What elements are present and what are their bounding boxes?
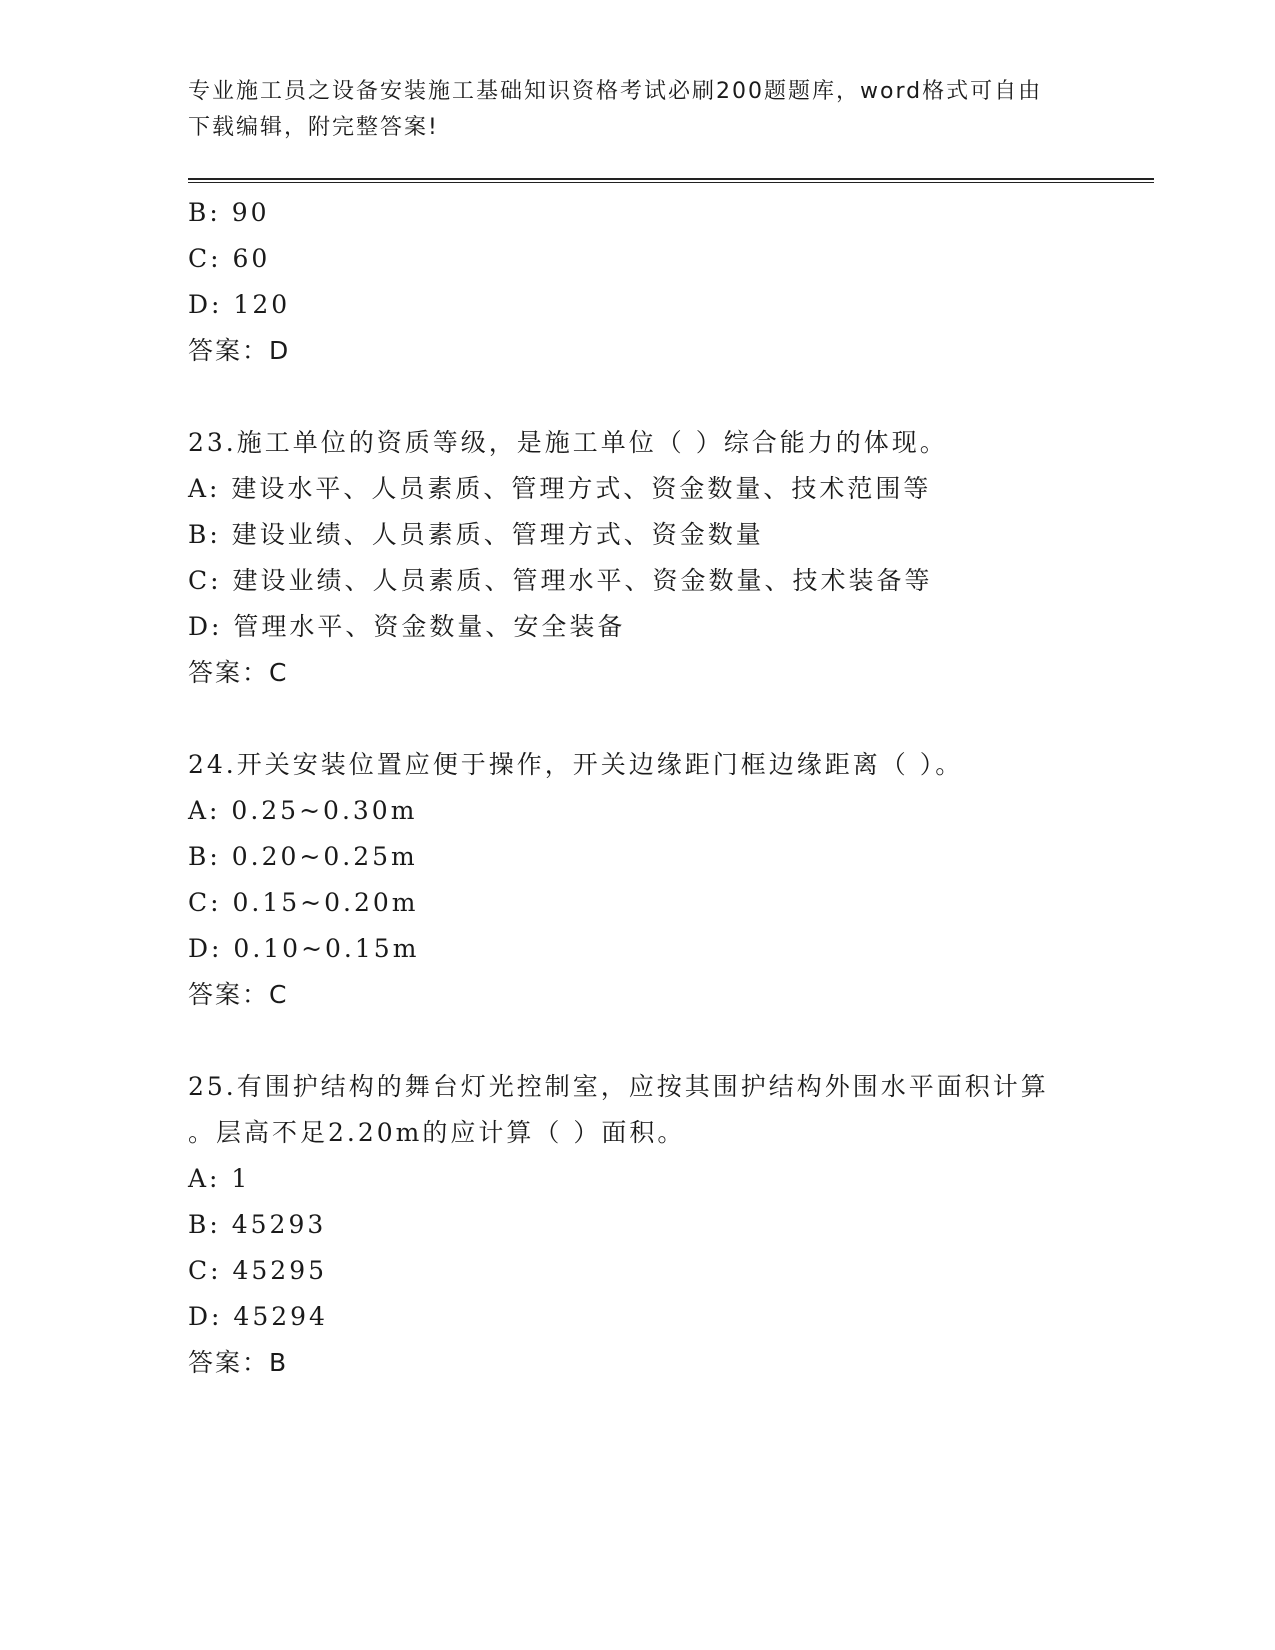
answer: 答案：C (188, 658, 289, 687)
option-d: D: 45294 (188, 1302, 328, 1331)
answer: 答案：D (188, 336, 291, 365)
option-c: C: 60 (188, 244, 271, 273)
answer: 答案：C (188, 980, 289, 1009)
option-b: B: 90 (188, 198, 270, 227)
spacer (188, 696, 1088, 742)
option-a: A: 0.25~0.30m (188, 796, 418, 825)
option-a: A: 1 (188, 1164, 251, 1193)
option-d: D: 120 (188, 290, 291, 319)
question-23 (188, 420, 1088, 696)
header-line-1: 专业施工员之设备安装施工基础知识资格考试必刷200题题库，word格式可自由 (188, 79, 1043, 104)
answer: 答案：B (188, 1348, 289, 1377)
option-b: B: 建设业绩、人员素质、管理方式、资金数量 (188, 520, 764, 549)
spacer (188, 1018, 1088, 1064)
document-body (188, 190, 1088, 1386)
page-header (188, 74, 1088, 146)
option-b: B: 0.20~0.25m (188, 842, 418, 871)
option-b: B: 45293 (188, 1210, 327, 1239)
question-stem: 24.开关安装位置应便于操作，开关边缘距门框边缘距离（ ）。 (188, 750, 964, 779)
question-stem-line-2: 。层高不足2.20m的应计算（ ）面积。 (188, 1118, 686, 1147)
question-stem-line-1: 25.有围护结构的舞台灯光控制室，应按其围护结构外围水平面积计算 (188, 1072, 1049, 1101)
option-d: D: 0.10~0.15m (188, 934, 420, 963)
question-25 (188, 1064, 1088, 1386)
spacer (188, 374, 1088, 420)
header-line-2: 下载编辑，附完整答案! (188, 115, 439, 140)
option-c: C: 建设业绩、人员素质、管理水平、资金数量、技术装备等 (188, 566, 933, 595)
question-stem: 23.施工单位的资质等级，是施工单位（ ）综合能力的体现。 (188, 428, 948, 457)
option-c: C: 45295 (188, 1256, 328, 1285)
header-divider (188, 178, 1154, 183)
question-24 (188, 742, 1088, 1018)
option-d: D: 管理水平、资金数量、安全装备 (188, 612, 626, 641)
question-22-tail (188, 190, 1088, 374)
option-a: A: 建设水平、人员素质、管理方式、资金数量、技术范围等 (188, 474, 932, 503)
option-c: C: 0.15~0.20m (188, 888, 419, 917)
